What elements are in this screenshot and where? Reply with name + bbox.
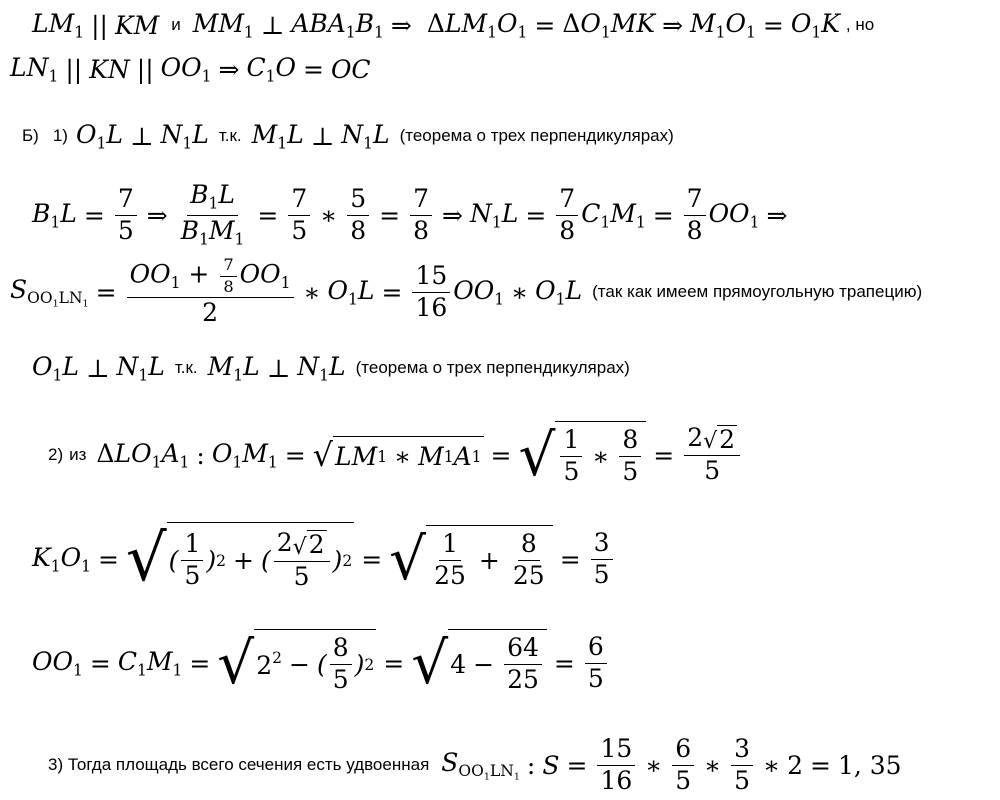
formula-line-2: $LN_1$ || KN || $OO_1$ ⇒ $C_1O$ = OC (10, 52, 371, 86)
formula-line-7: 2) из $\Delta LO_1A_1$ : $O_1M_1$ = √ LM 1 ∗ M 1 A 1 = √ $\frac{1}{5}$ ∗ $\frac{8}{5}$ = 2 √ 2 5 (48, 418, 743, 492)
conclusion-text: 3) Тогда площадь всего сечения есть удвоенная (48, 755, 430, 774)
step-number-2: 2) (48, 445, 64, 464)
theorem-note-2: (теорема о трех перпендикулярах) (355, 358, 630, 377)
formula-line-5: $S_{OO_1LN_1}$ = $OO_1$ + $\frac{7}{8}$ $OO_1$ 2 ∗ $O_1L$ = $\frac{15}{16}$ $OO_1$ ∗ $O_1L$ (так как имеем прямоугольную трапецию) (10, 254, 923, 328)
but-text: , но (845, 15, 875, 34)
theorem-note: (теорема о трех перпендикулярах) (399, 126, 674, 145)
step-number: 1) (52, 126, 68, 145)
formula-line-8: $K_1O_1$ = √ ( $\frac{1}{5}$ ) 2 + ( 2 √ 2 5 ) 2 = √ $\frac{1}{25}$ + $\frac{8}{25}$ = $\frac{3}{5}$ (32, 514, 616, 604)
formula-line-9: $OO_1$ = $C_1M_1$ = √ $2^2$ − ( $\frac{8}{5}$ ) 2 = √ 4 − $\frac{64}{25}$ = $\frac{6}{5}$ (32, 622, 610, 704)
conjunction-text: и (171, 15, 181, 34)
final-result: 1, 35 (837, 750, 902, 780)
section-label: Б) (22, 126, 39, 145)
since-text: т.к. (218, 126, 242, 145)
from-text: из (69, 445, 87, 464)
since-text-2: т.к. (174, 358, 198, 377)
formula-line-1: $LM_1$ || KM и $MM_1$ ⊥ $ABA_1B_1$ ⇒ $\Delta LM_1O_1$ = $\Delta O_1MK$ ⇒ $M_1O_1$ = $O_1K$ , но (32, 8, 875, 42)
formula-line-10: 3) Тогда площадь всего сечения есть удвоенная $S_{OO_1LN_1}$ : S = $\frac{15}{16}$ ∗ $\frac{6}{5}$ ∗ $\frac{3}{5}$ ∗ 2 = 1, 35 (48, 733, 902, 795)
formula-line-6: $O_1L$ ⊥ $N_1L$ т.к. $M_1L$ ⊥ $N_1L$ (теорема о трех перпендикулярах) (32, 351, 630, 385)
formula-line-3: Б) 1) $O_1L$ ⊥ $N_1L$ т.к. $M_1L$ ⊥ $N_1L$ (теорема о трех перпендикулярах) (22, 119, 674, 153)
formula-line-4: $B_1L$ = $\frac{7}{5}$ ⇒ $\frac{B_1L}{B_1M_1}$ = $\frac{7}{5}$ ∗ $\frac{5}{8}$ = $\frac{7}{8}$ ⇒ $N_1L$ = $\frac{7}{8}$ $C_1M_1$ = $\frac{7}{8}$ $OO_1$ ⇒ (32, 180, 788, 248)
trapezoid-note: (так как имеем прямоугольную трапецию) (592, 282, 923, 301)
